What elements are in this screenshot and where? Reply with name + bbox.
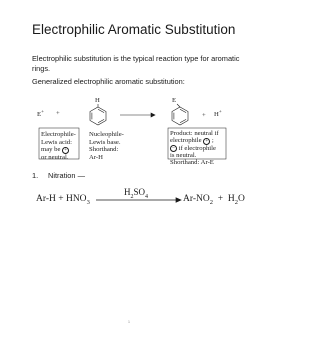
negative-charge-icon: –: [170, 145, 177, 152]
page-number: 1: [128, 320, 130, 324]
positive-charge-icon: +: [62, 147, 69, 154]
section-title: Nitration —: [48, 171, 85, 180]
product-e-label: E: [172, 97, 177, 104]
reaction-arrow-generalized: [120, 113, 155, 117]
page-title: Electrophilic Aromatic Substitution: [32, 22, 236, 37]
product-description: Product: neutral if electrophile + ; – if electrophile is neutral. Shorthand: Ar-E: [170, 130, 219, 167]
positive-charge-icon: +: [203, 138, 210, 145]
electrophile-label: E+: [37, 110, 44, 119]
intro-paragraph: Electrophilic substitution is the typical reaction type for aromatic rings.: [32, 54, 240, 73]
plus-sign-products: +: [202, 112, 206, 119]
nitration-products: $Ar-NO_2 + H_2O$: [183, 194, 245, 206]
proton-label: H+: [214, 110, 222, 119]
nitration-reagent: $H_2SO_4$: [124, 187, 149, 200]
benzene-ring-product: [172, 104, 188, 125]
ring-h-label: H: [95, 97, 100, 104]
electrophile-description: Electrophile- Lewis acid: may be + or neutral.: [41, 131, 76, 161]
benzene-ring-reactant: [90, 104, 106, 125]
nitration-reactants: $Ar-H + HNO_3$: [36, 194, 90, 206]
generalized-heading: Generalized electrophilic aromatic substitution:: [32, 77, 185, 86]
plus-sign-reactants: +: [56, 110, 60, 117]
nucleophile-description: Nucleophile- Lewis base. Shorthand: Ar-H: [89, 131, 124, 161]
section-heading-nitration: [32, 171, 85, 180]
section-number: 1.: [32, 171, 39, 180]
